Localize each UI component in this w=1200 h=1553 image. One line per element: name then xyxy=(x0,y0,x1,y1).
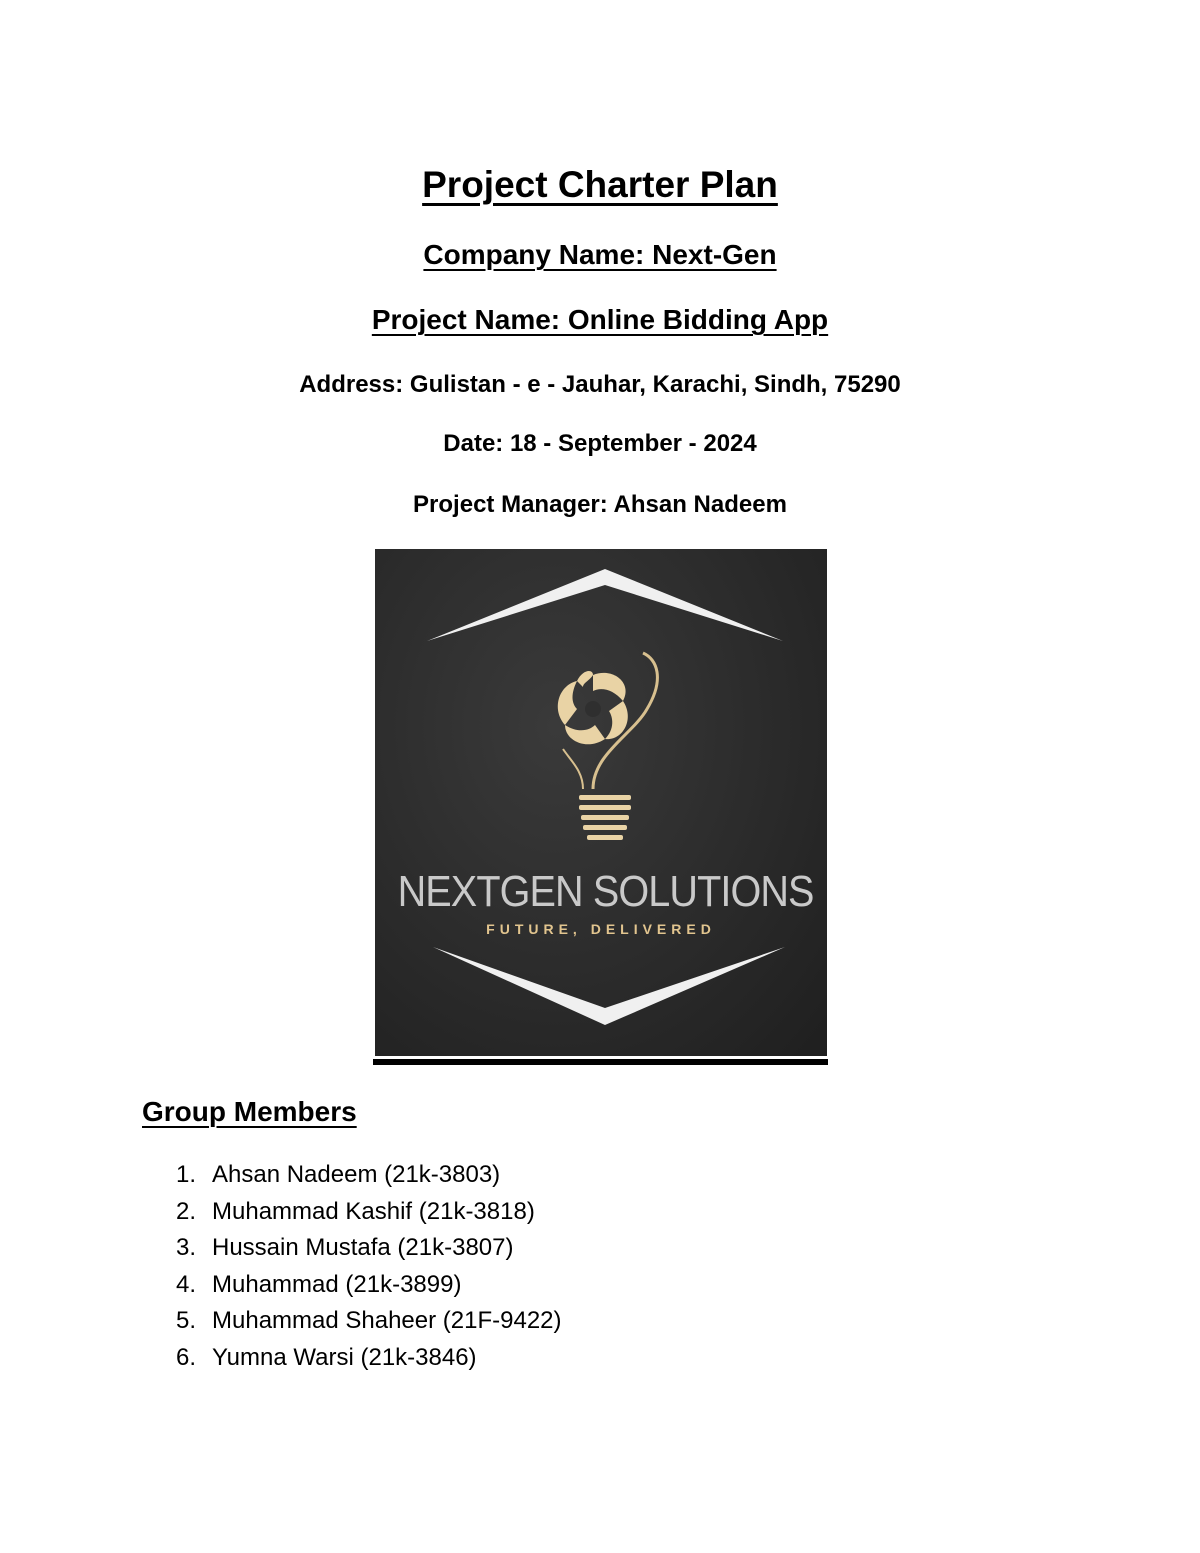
company-logo xyxy=(375,549,827,1056)
list-item: 1. Ahsan Nadeem (21k-3803) xyxy=(176,1161,501,1188)
page-title: Project Charter Plan xyxy=(422,164,778,205)
lightbulb-swirl-icon xyxy=(558,653,658,840)
project-manager: Project Manager: Ahsan Nadeem xyxy=(413,491,787,518)
top-chevron-shape xyxy=(427,569,783,641)
list-item: 6. Yumna Warsi (21k-3846) xyxy=(176,1343,477,1371)
logo-divider xyxy=(373,1059,828,1065)
member-name: Muhammad Shaheer (21F-9422) xyxy=(212,1307,562,1334)
logo-graphic xyxy=(375,549,827,1056)
group-members-list xyxy=(176,1157,562,1376)
company-name: Company Name: Next-Gen xyxy=(423,239,777,270)
member-name: Hussain Mustafa (21k-3807) xyxy=(212,1234,514,1261)
group-members-heading: Group Members xyxy=(142,1096,357,1127)
member-name: Muhammad (21k-3899) xyxy=(212,1270,462,1298)
address: Address: Gulistan - e - Jauhar, Karachi, Sindh, 75290 xyxy=(299,371,901,398)
project-name: Project Name: Online Bidding App xyxy=(371,304,829,335)
list-item: 2. Muhammad Kashif (21k-3818) xyxy=(176,1197,535,1225)
list-item: 4. Muhammad (21k-3899) xyxy=(176,1270,462,1298)
member-name: Muhammad Kashif (21k-3818) xyxy=(212,1197,535,1225)
logo-tagline: FUTURE, DELIVERED xyxy=(486,921,716,937)
member-name: Ahsan Nadeem (21k-3803) xyxy=(212,1161,501,1188)
date: Date: 18 - September - 2024 xyxy=(443,430,757,457)
member-name: Yumna Warsi (21k-3846) xyxy=(212,1343,477,1371)
logo-brand-name: NEXTGEN SOLUTIONS xyxy=(397,867,814,916)
list-item: 5. Muhammad Shaheer (21F-9422) xyxy=(176,1307,562,1334)
bottom-chevron-shape xyxy=(433,947,785,1025)
list-item: 3. Hussain Mustafa (21k-3807) xyxy=(176,1234,514,1261)
